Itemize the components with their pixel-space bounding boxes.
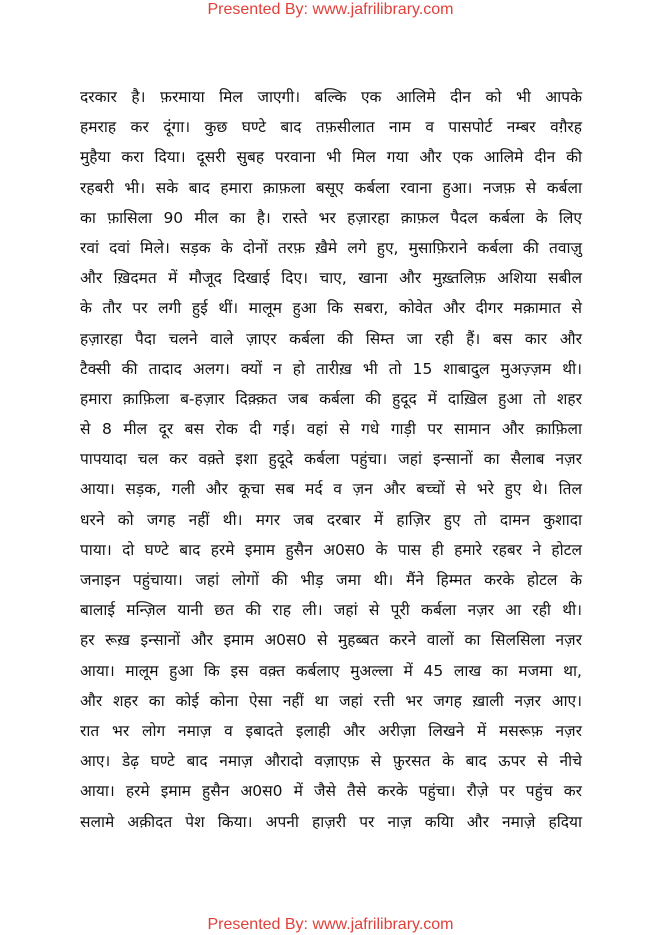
text-line-18: बालाई मन्ज़िल यानी छत की राह ली। जहां से पूरी कर्बला नज़र आ रही थी। (80, 601, 582, 620)
text-line-4: रहबरी भी। सके बाद हमारा क़ाफ़ला बसूए कर्बला रवाना हुआ। नजफ़ से कर्बला (80, 178, 582, 197)
text-line-14: आया। सड़क, गली और कूचा सब मर्द व ज़न और बच्चों से भरे हुए थे। तिल (80, 480, 582, 499)
text-line-15: धरने को जगह नहीं थी। मगर जब दरबार में हाज़िर हुए तो दामन कुशादा (80, 510, 582, 529)
text-line-24: आया। हरमे इमाम हुसैन अ0स0 में जैसे तैसे करके पहुंचा। रौज़े पर पहुंच कर (80, 782, 582, 801)
text-line-16: पाया। दो घण्टे बाद हरमे इमाम हुसैन अ0स0 के पास ही हमारे रहबर ने होटल (80, 540, 582, 559)
page-header-watermark: Presented By: www.jafrilibrary.com (207, 1, 454, 18)
text-line-12: से 8 मील दूर बस रोक दी गई। वहां से गधे गाड़ी पर सामान और क़ाफ़िला (80, 420, 582, 439)
text-line-5: का फ़ासिला 90 मील का है। रास्ते भर हज़ारहा क़ाफ़ल पैदल कर्बला के लिए (80, 208, 582, 227)
text-line-2: हमराह कर दूंगा। कुछ घण्टे बाद तफ़सीलात नाम व पासपोर्ट नम्बर वग़ैरह (80, 118, 582, 137)
text-line-10: टैक्सी की तादाद अलग। क्यों न हो तारीख़ भी तो 15 शाबादुल मुअज़्ज़म थी। (80, 359, 582, 378)
page-footer-watermark: Presented By: www.jafrilibrary.com (207, 916, 454, 933)
text-line-17: जनाइन पहुंचाया। जहां लोगों की भीड़ जमा थी। मैंने हिम्मत करके होटल के (80, 571, 582, 589)
text-line-19: हर रूख़ इन्सानों और इमाम अ0स0 से मुहब्बत करने वालों का सिलसिला नज़र (80, 631, 582, 650)
text-line-7: और ख़िदमत में मौजूद दिखाई दिए। चाए, खाना और मुख़्तलिफ़ अशिया सबील (80, 269, 582, 288)
text-line-20: आया। मालूम हुआ कि इस वक़्त कर्बलाए मुअल्ला में 45 लाख का मजमा था, (80, 661, 582, 680)
text-line-8: के तौर पर लगी हुई थीं। मालूम हुआ कि सबरा, कोवेत और दीगर मक़ामात से (80, 299, 582, 318)
document-body (80, 82, 582, 837)
text-line-11: हमारा क़ाफ़िला ब-हज़ार दिक़्क़त जब कर्बला की हुदूद में दाख़िल हुआ तो शहर (80, 389, 582, 408)
text-line-21: और शहर का कोई कोना ऐसा नहीं था जहां रत्ती भर जगह ख़ाली नज़र आए। (80, 691, 582, 710)
text-line-1: दरकार है। फ़रमाया मिल जाएगी। बल्कि एक आलिमे दीन को भी आपके (80, 88, 582, 106)
text-line-23: आए। डेढ़ घण्टे बाद नमाज़ औरादो वज़ाएफ़ से फ़ुरसत के बाद ऊपर से नीचे (80, 752, 582, 771)
text-line-3: मुहैया करा दिया। दूसरी सुबह परवाना भी मिल गया और एक आलिमे दीन की (80, 148, 582, 167)
text-line-22: रात भर लोग नमाज़ व इबादते इलाही और अरीज़ा लिखने में मसरूफ़ नज़र (80, 721, 582, 740)
text-line-25: सलामे अक़ीदत पेश किया। अपनी हाज़री पर नाज़ कयिा और नमाज़े हदिया (80, 812, 582, 831)
text-line-13: पापयादा चल कर वक़्ते इशा हुदूदे कर्बला पहुंचा। जहां इन्सानों का सैलाब नज़र (80, 450, 582, 469)
text-line-6: रवां दवां मिले। सड़क के दोनों तरफ़ ख़ैमे लगे हुए, मुसाफ़िराने कर्बला की तवाज़ु (80, 238, 582, 257)
text-line-9: हज़ारहा पैदा चलने वाले ज़ाएर कर्बला की सिम्त जा रही हैं। बस कार और (80, 329, 582, 348)
